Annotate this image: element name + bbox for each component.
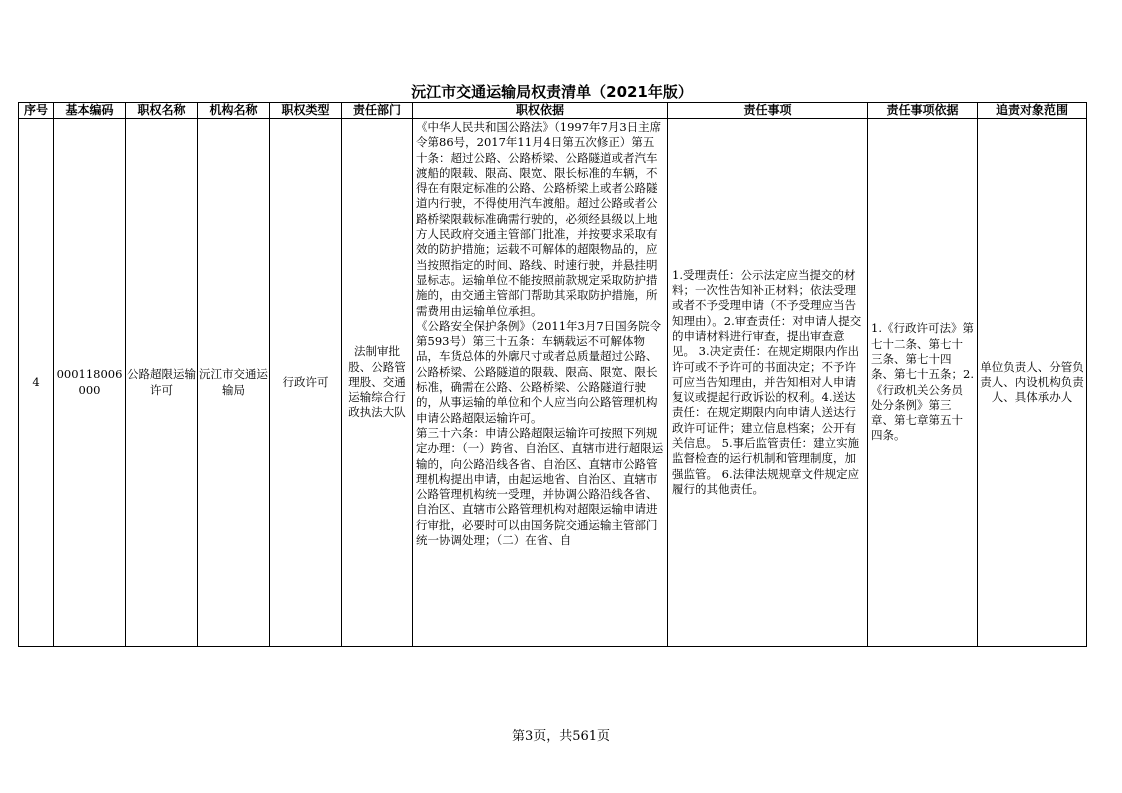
cell-power-type: 行政许可 — [270, 119, 342, 647]
cell-code: 000118006000 — [54, 119, 126, 647]
cell-basis — [413, 119, 668, 647]
basis-paragraph: 第三十六条：申请公路超限运输许可按照下列规定办理：（一）跨省、自治区、直辖市进行超限运输的，向公路沿线各省、自治区、直辖市公路管理机构提出申请，由起运地省、自治区、直辖市公路管理机构统一受理，并协调公路沿线各省、自治区、直辖市公路管理机构对超限运输申请进行审批，必要时可以由国务院交通运输主管部门统一协调处理；（二）在省、自 — [416, 425, 664, 548]
cell-duty-basis: 1.《行政许可法》第七十二条、第七十三条、第七十四条、第七十五条；2.《行政机关公务员处分条例》第三章、第七章第五十四条。 — [868, 119, 978, 647]
header-duty-basis: 责任事项依据 — [868, 103, 978, 119]
cell-seq: 4 — [19, 119, 54, 647]
header-power-type: 职权类型 — [270, 103, 342, 119]
cell-duties: 1.受理责任：公示法定应当提交的材料；一次性告知补正材料；依法受理或者不予受理申请（不予受理应当告知理由）。2.审查责任：对申请人提交的申请材料进行审查，提出审查意见。 3.决定责任：在规定期限内作出许可或不予许可的书面决定；不予许可应当告知理由，并告知相对人申请复议或提起行政诉讼的权利。4.送达责任：在规定期限内向申请人送达行政许可证件；建立信息档案；公开有关信息。 5.事后监管责任：建立实施监督检查的运行机制和管理制度，加强监管。 6.法律法规规章文件规定应履行的其他责任。 — [668, 119, 868, 647]
header-dept: 责任部门 — [342, 103, 413, 119]
document-title: 沅江市交通运输局权责清单（2021年版） — [411, 83, 693, 101]
basis-paragraph: 《中华人民共和国公路法》（1997年7月3日主席令第86号，2017年11月4日第五次修正）第五十条：超过公路、公路桥梁、公路隧道或者汽车渡船的限载、限高、限宽、限长标准的车辆，不得在有限定标准的公路、公路桥梁上或者公路隧道内行驶，不得使用汽车渡船。超过公路或者公路桥梁限载标准确需行驶的，必须经县级以上地方人民政府交通主管部门批准，并按要求采取有效的防护措施；运载不可解体的超限物品的，应当按照指定的时间、路线、时速行驶，并悬挂明显标志。运输单位不能按照前款规定采取防护措施的，由交通主管部门帮助其采取防护措施，所需费用由运输单位承担。 — [416, 120, 662, 318]
header-power-name: 职权名称 — [126, 103, 198, 119]
header-seq: 序号 — [19, 103, 54, 119]
table-header-row — [19, 103, 1087, 119]
basis-paragraph: 《公路安全保护条例》（2011年3月7日国务院令第593号）第三十五条：车辆载运不可解体物品，车货总体的外廓尺寸或者总质量超过公路、公路桥梁、公路隧道的限载、限高、限宽、限长标准，确需在公路、公路桥梁、公路隧道行驶的，从事运输的单位和个人应当向公路管理机构申请公路超限运输许可。 — [416, 318, 662, 425]
cell-org-name: 沅江市交通运输局 — [198, 119, 270, 647]
page-footer: 第3页，共561页 — [511, 729, 611, 744]
header-org-name: 机构名称 — [198, 103, 270, 119]
header-accountability: 追责对象范围 — [978, 103, 1087, 119]
responsibility-table — [18, 102, 1087, 647]
header-basis: 职权依据 — [413, 103, 668, 119]
cell-power-name: 公路超限运输许可 — [126, 119, 198, 647]
table-row — [19, 119, 1087, 647]
header-duties: 责任事项 — [668, 103, 868, 119]
cell-accountability: 单位负责人、分管负责人、内设机构负责人、具体承办人 — [978, 119, 1087, 647]
header-code: 基本编码 — [54, 103, 126, 119]
cell-dept: 法制审批股、公路管理股、交通运输综合行政执法大队 — [342, 119, 413, 647]
